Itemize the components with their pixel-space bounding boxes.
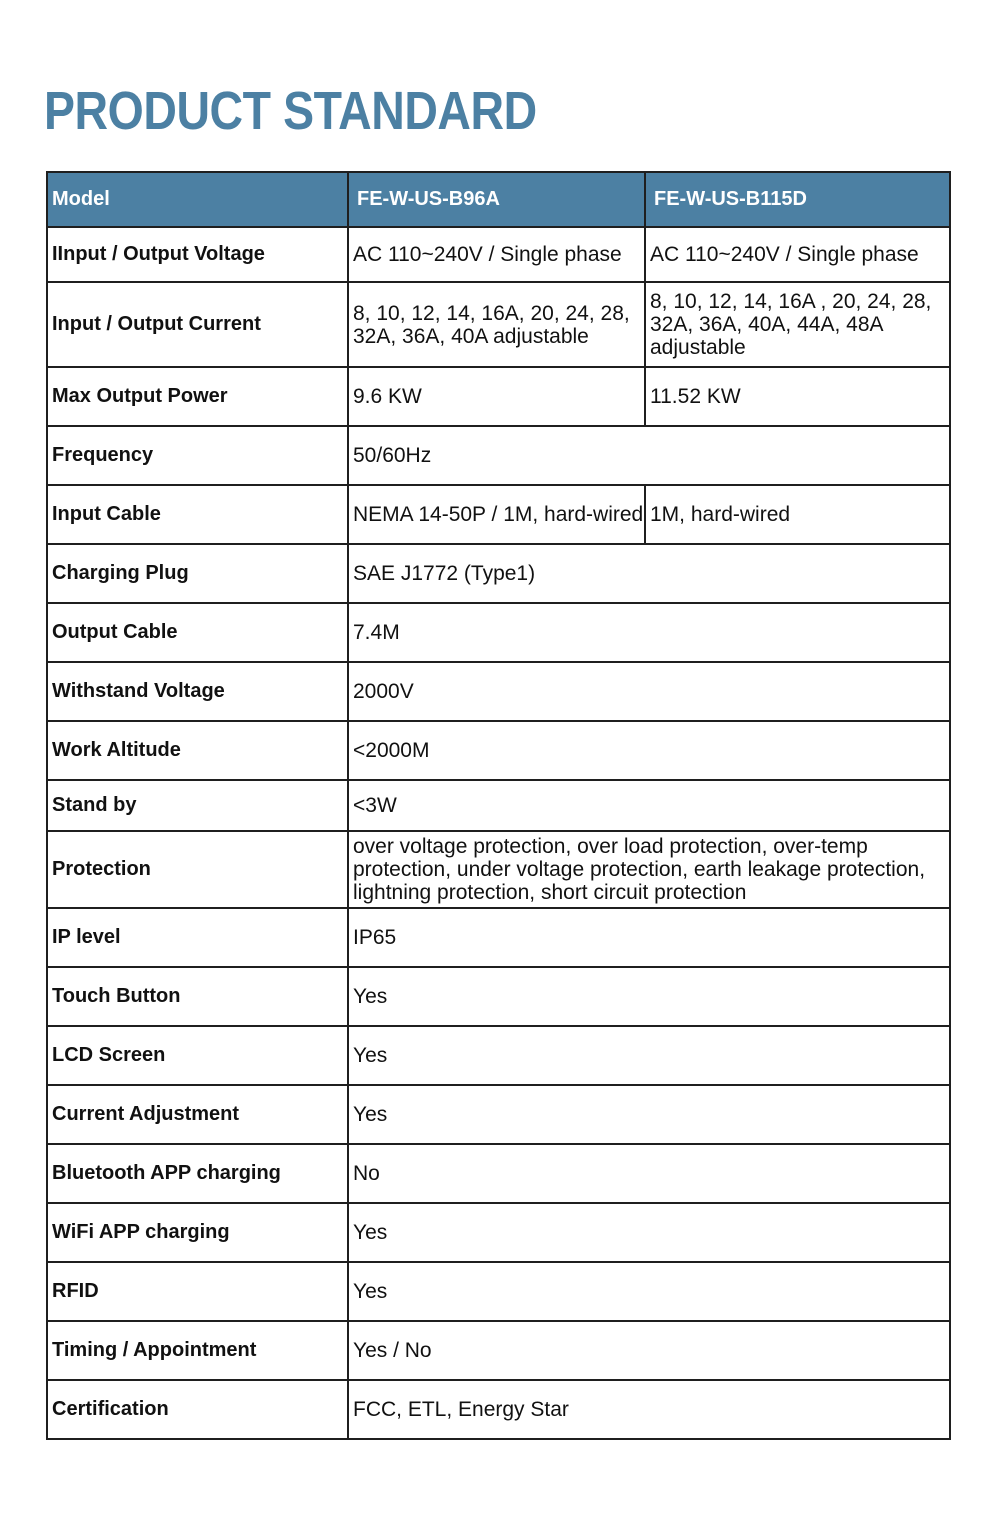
- row-value-b96a: NEMA 14-50P / 1M, hard-wired: [348, 485, 645, 544]
- spec-table: [46, 171, 951, 1440]
- header-model-b115d: FE-W-US-B115D: [645, 172, 950, 227]
- row-value-b115d: AC 110~240V / Single phase: [645, 227, 950, 282]
- row-label: WiFi APP charging: [47, 1203, 348, 1262]
- table-row: [47, 426, 950, 485]
- table-row: [47, 1380, 950, 1439]
- row-value: 7.4M: [348, 603, 950, 662]
- row-label: IInput / Output Voltage: [47, 227, 348, 282]
- row-value-b96a: 8, 10, 12, 14, 16A, 20, 24, 28, 32A, 36A, 40A adjustable: [348, 282, 645, 367]
- row-label: Touch Button: [47, 967, 348, 1026]
- header-model-b96a: FE-W-US-B96A: [348, 172, 645, 227]
- table-row: [47, 908, 950, 967]
- table-row: [47, 1203, 950, 1262]
- table-row: [47, 721, 950, 780]
- row-value: Yes: [348, 967, 950, 1026]
- table-row: [47, 780, 950, 831]
- row-label: Input Cable: [47, 485, 348, 544]
- row-value: Yes: [348, 1203, 950, 1262]
- table-row: [47, 227, 950, 282]
- table-row: [47, 1262, 950, 1321]
- row-label: Charging Plug: [47, 544, 348, 603]
- table-row: [47, 485, 950, 544]
- row-label: Current Adjustment: [47, 1085, 348, 1144]
- table-row: [47, 1321, 950, 1380]
- row-value-b115d: 8, 10, 12, 14, 16A , 20, 24, 28, 32A, 36A, 40A, 44A, 48A adjustable: [645, 282, 950, 367]
- row-value: IP65: [348, 908, 950, 967]
- row-label: Input / Output Current: [47, 282, 348, 367]
- table-row: [47, 603, 950, 662]
- row-value: Yes: [348, 1085, 950, 1144]
- row-value-b115d: 1M, hard-wired: [645, 485, 950, 544]
- row-label: Bluetooth APP charging: [47, 1144, 348, 1203]
- row-label: LCD Screen: [47, 1026, 348, 1085]
- row-label: Max Output Power: [47, 367, 348, 426]
- row-value: <3W: [348, 780, 950, 831]
- row-value: No: [348, 1144, 950, 1203]
- table-row: [47, 662, 950, 721]
- table-row: [47, 1026, 950, 1085]
- row-value: FCC, ETL, Energy Star: [348, 1380, 950, 1439]
- row-value: SAE J1772 (Type1): [348, 544, 950, 603]
- header-model-label: Model: [47, 172, 348, 227]
- table-row: [47, 282, 950, 367]
- row-label: Stand by: [47, 780, 348, 831]
- row-value-b115d: 11.52 KW: [645, 367, 950, 426]
- page-title: PRODUCT STANDARD: [44, 81, 537, 141]
- row-value: Yes / No: [348, 1321, 950, 1380]
- row-value: 2000V: [348, 662, 950, 721]
- row-label: RFID: [47, 1262, 348, 1321]
- row-value-b96a: 9.6 KW: [348, 367, 645, 426]
- row-label: Output Cable: [47, 603, 348, 662]
- table-row: [47, 967, 950, 1026]
- table-row: [47, 831, 950, 908]
- row-label: Protection: [47, 831, 348, 908]
- row-value-b96a: AC 110~240V / Single phase: [348, 227, 645, 282]
- row-label: Frequency: [47, 426, 348, 485]
- row-label: Certification: [47, 1380, 348, 1439]
- row-value: 50/60Hz: [348, 426, 950, 485]
- row-value: Yes: [348, 1026, 950, 1085]
- row-label: Work Altitude: [47, 721, 348, 780]
- row-label: IP level: [47, 908, 348, 967]
- table-row: [47, 1085, 950, 1144]
- row-value: over voltage protection, over load protection, over-temp protection, under voltage protection, earth leakage protection, lightning protection, short circuit protection: [348, 831, 950, 908]
- row-label: Withstand Voltage: [47, 662, 348, 721]
- table-row: [47, 367, 950, 426]
- table-header-row: [47, 172, 950, 227]
- row-value: <2000M: [348, 721, 950, 780]
- row-label: Timing / Appointment: [47, 1321, 348, 1380]
- table-row: [47, 544, 950, 603]
- row-value: Yes: [348, 1262, 950, 1321]
- table-row: [47, 1144, 950, 1203]
